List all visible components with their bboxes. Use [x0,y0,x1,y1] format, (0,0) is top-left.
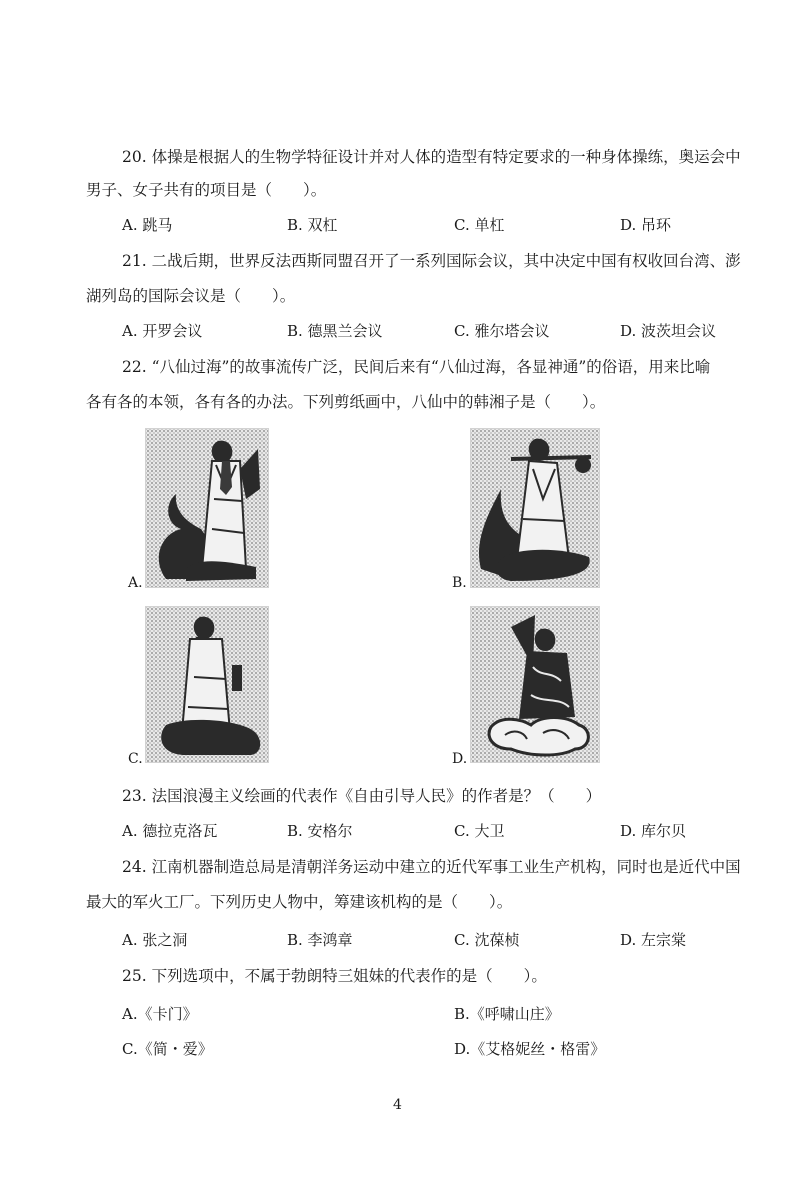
q21-stem-line2: 湖列岛的国际会议是（ ）。 [86,287,296,305]
papercut-image-a[interactable] [145,428,269,588]
q20-option-d[interactable]: D. 吊环 [620,216,672,234]
q24-option-c[interactable]: C. 沈葆桢 [454,931,520,949]
q20-stem-line2: 男子、女子共有的项目是（ ）。 [86,181,327,199]
q25-option-c[interactable]: C.《简・爱》 [122,1040,213,1058]
q23-option-d[interactable]: D. 库尔贝 [620,822,687,840]
q23-option-a[interactable]: A. 德拉克洛瓦 [122,822,218,840]
q24-option-b[interactable]: B. 李鸿章 [287,931,353,949]
q23-option-c[interactable]: C. 大卫 [454,822,505,840]
papercut-label-b: B. [452,575,467,591]
q21-option-c[interactable]: C. 雅尔塔会议 [454,322,550,340]
q25-option-a[interactable]: A.《卡门》 [122,1005,198,1023]
q20-option-a[interactable]: A. 跳马 [122,216,173,234]
papercut-image-d[interactable] [470,606,600,763]
q21-option-b[interactable]: B. 德黑兰会议 [287,322,383,340]
q25-option-d[interactable]: D.《艾格妮丝・格雷》 [454,1040,606,1058]
q24-stem-line2: 最大的军火工厂。下列历史人物中，筹建该机构的是（ ）。 [86,893,513,911]
immortal-figure-b-icon [471,429,599,587]
immortal-figure-d-icon [471,607,599,762]
q24-stem-line1: 24. 江南机器制造总局是清朝洋务运动中建立的近代军事工业生产机构，同时也是近代中国 [122,858,741,876]
papercut-image-c[interactable] [145,606,269,763]
q20-option-b[interactable]: B. 双杠 [287,216,338,234]
papercut-label-c: C. [128,751,143,767]
q22-stem-line2: 各有各的本领，各有各的办法。下列剪纸画中，八仙中的韩湘子是（ ）。 [86,393,606,411]
q24-option-a[interactable]: A. 张之洞 [122,931,188,949]
q25-option-b[interactable]: B.《呼啸山庄》 [454,1005,560,1023]
q21-option-d[interactable]: D. 波茨坦会议 [620,322,717,340]
papercut-label-d: D. [452,751,468,767]
papercut-image-b[interactable] [470,428,600,588]
q22-stem-line1: 22. “八仙过海”的故事流传广泛，民间后来有“八仙过海，各显神通”的俗语，用来比喻 [122,358,711,376]
immortal-figure-a-icon [146,429,268,587]
q23-option-b[interactable]: B. 安格尔 [287,822,353,840]
q21-option-a[interactable]: A. 开罗会议 [122,322,203,340]
q20-stem-line1: 20. 体操是根据人的生物学特征设计并对人体的造型有特定要求的一种身体操练，奥运会中 [122,148,741,166]
papercut-label-a: A. [128,575,143,591]
immortal-figure-c-icon [146,607,268,762]
page-number: 4 [393,1097,402,1113]
q21-stem-line1: 21. 二战后期，世界反法西斯同盟召开了一系列国际会议，其中决定中国有权收回台湾、澎 [122,252,741,270]
q24-option-d[interactable]: D. 左宗棠 [620,931,687,949]
q20-option-c[interactable]: C. 单杠 [454,216,505,234]
q25-stem: 25. 下列选项中，不属于勃朗特三姐妹的代表作的是（ ）。 [122,967,547,985]
q23-stem: 23. 法国浪漫主义绘画的代表作《自由引导人民》的作者是？（ ） [122,787,602,805]
